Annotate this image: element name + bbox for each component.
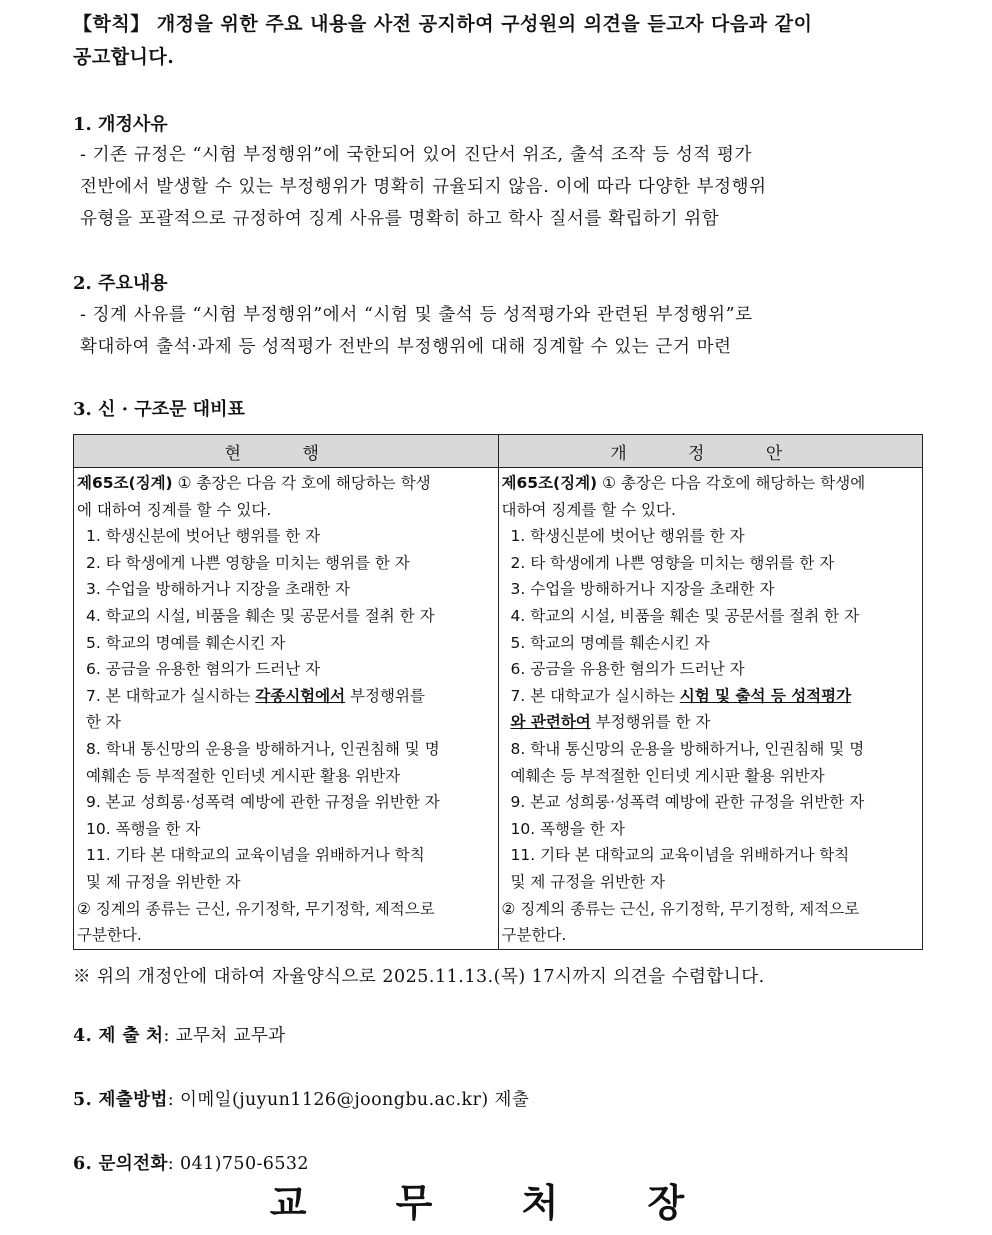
current-clause-2: ② 징계의 종류는 근신, 유기정학, 무기정학, 제적으로	[77, 899, 435, 918]
intro-line-1: 【학칙】 개정을 위한 주요 내용을 사전 공지하여 구성원의 의견을 듣고자 다음과 같이	[73, 13, 813, 35]
comparison-table	[73, 434, 923, 950]
current-item: 3. 수업을 방해하거나 지장을 초래한 자	[86, 580, 351, 599]
current-item: 2. 타 학생에게 나쁜 영향을 미치는 행위를 한 자	[86, 553, 410, 572]
section-2-title: 2. 주요내용	[73, 273, 168, 294]
revised-article-title: 제65조(징계)	[501, 474, 598, 492]
announcement-intro	[73, 8, 923, 74]
current-clause-2-cont: 구분한다.	[77, 926, 142, 945]
revised-item-cont: 예훼손 등 부적절한 인터넷 게시판 활용 위반자	[510, 766, 825, 785]
revised-item-7-cont: 와 관련하여 부정행위를 한 자	[510, 713, 711, 732]
current-item: 10. 폭행을 한 자	[86, 819, 201, 838]
revised-underlined-text-cont: 와 관련하여	[510, 713, 591, 732]
current-item-7-cont: 한 자	[86, 713, 121, 732]
section-2-line: 확대하여 출석·과제 등 성적평가 전반의 부정행위에 대해 징계할 수 있는 근거 마련	[80, 337, 732, 357]
current-item: 11. 기타 본 대학교의 교육이념을 위배하거나 학칙	[86, 846, 425, 865]
revised-item: 4. 학교의 시설, 비품을 훼손 및 공문서를 절취 한 자	[510, 606, 860, 625]
revised-item: 11. 기타 본 대학교의 교육이념을 위배하거나 학칙	[510, 846, 850, 865]
inquiry-phone	[73, 1149, 309, 1179]
revised-item: 5. 학교의 명예를 훼손시킨 자	[510, 633, 710, 652]
section-1-body	[80, 139, 925, 235]
current-item: 6. 공금을 유용한 혐의가 드러난 자	[86, 660, 321, 679]
submission-destination-label: 4. 제 출 처	[73, 1026, 164, 1046]
revised-item: 9. 본교 성희롱·성폭력 예방에 관한 규정을 위반한 자	[510, 793, 865, 812]
revised-item: 10. 폭행을 한 자	[510, 819, 625, 838]
opinion-notice: ※ 위의 개정안에 대하여 자율양식으로 2025.11.13.(목) 17시까지 의견을 수렴합니다.	[73, 967, 765, 987]
revised-clause-2-cont: 구분한다.	[501, 926, 567, 945]
section-2-line: - 징계 사유를 “시험 부정행위”에서 “시험 및 출석 등 성적평가와 관련된 부정행위”로	[80, 305, 753, 325]
header-current: 현 행	[74, 435, 499, 468]
current-item: 4. 학교의 시설, 비품을 훼손 및 공문서를 절취 한 자	[86, 606, 435, 625]
revised-item: 6. 공금을 유용한 혐의가 드러난 자	[510, 660, 745, 679]
section-1-line: 유형을 포괄적으로 규정하여 징계 사유를 명확히 하고 학사 질서를 확립하기 위함	[80, 209, 720, 229]
revised-provision-cell	[498, 468, 923, 950]
revised-clause-1: 제65조(징계) ① 총장은 다음 각호에 해당하는 학생에	[501, 474, 866, 492]
revised-clause-2: ② 징계의 종류는 근신, 유기정학, 무기정학, 제적으로	[501, 899, 860, 918]
section-1-line: - 기존 규정은 “시험 부정행위”에 국한되어 있어 진단서 위조, 출석 조작 등 성적 평가	[80, 145, 753, 165]
current-item: 9. 본교 성희롱·성폭력 예방에 관한 규정을 위반한 자	[86, 793, 440, 812]
header-revised: 개 정 안	[498, 435, 923, 468]
current-item-cont: 예훼손 등 부적절한 인터넷 게시판 활용 위반자	[86, 766, 401, 785]
revised-item: 2. 타 학생에게 나쁜 영향을 미치는 행위를 한 자	[510, 553, 835, 572]
section-1-line: 전반에서 발생할 수 있는 부정행위가 명확히 규율되지 않음. 이에 따라 다양한 부정행위	[80, 177, 767, 197]
current-underlined-text: 각종시험에서	[255, 686, 346, 705]
submission-destination-value: : 교무처 교무과	[163, 1026, 286, 1046]
email-address[interactable]: juyun1126@joongbu.ac.kr	[239, 1090, 482, 1110]
revised-item: 8. 학내 통신망의 운용을 방해하거나, 인권침해 및 명	[510, 739, 865, 758]
submission-destination	[73, 1021, 286, 1051]
submission-method-label: 5. 제출방법	[73, 1090, 168, 1110]
revised-item: 3. 수업을 방해하거나 지장을 초래한 자	[510, 580, 775, 599]
current-article-title: 제65조(징계)	[77, 474, 173, 492]
submission-method: 5. 제출방법: 이메일(juyun1126@joongbu.ac.kr) 제출	[73, 1090, 530, 1110]
revised-item-cont: 및 제 규정을 위반한 자	[510, 872, 665, 891]
inquiry-phone-label: 6. 문의전화	[73, 1154, 168, 1174]
current-provision-cell	[74, 468, 499, 950]
signature-issuer: 교 무 처 장	[269, 1180, 723, 1225]
revised-item-7: 7. 본 대학교가 실시하는 시험 및 출석 등 성적평가	[510, 686, 852, 705]
current-item-cont: 및 제 규정을 위반한 자	[86, 872, 241, 891]
revised-underlined-text: 시험 및 출석 등 성적평가	[679, 686, 852, 705]
section-2-body	[80, 299, 925, 363]
current-item: 5. 학교의 명예를 훼손시킨 자	[86, 633, 286, 652]
section-3-title: 3. 신 · 구조문 대비표	[73, 399, 245, 420]
current-clause-1: 제65조(징계) ① 총장은 다음 각 호에 해당하는 학생	[77, 474, 431, 492]
section-1-title: 1. 개정사유	[73, 114, 168, 135]
inquiry-phone-value: : 041)750-6532	[167, 1154, 309, 1174]
current-item-7: 7. 본 대학교가 실시하는 각종시험에서 부정행위를	[86, 686, 425, 705]
table-header-row	[74, 435, 923, 468]
current-item: 8. 학내 통신망의 운용을 방해하거나, 인권침해 및 명	[86, 739, 440, 758]
revised-item: 1. 학생신분에 벗어난 행위를 한 자	[510, 527, 745, 546]
revised-clause-1-cont: 대하여 징계를 할 수 있다.	[501, 500, 676, 519]
table-row	[74, 468, 923, 950]
intro-line-2: 공고합니다.	[73, 46, 175, 68]
current-item: 1. 학생신분에 벗어난 행위를 한 자	[86, 527, 321, 546]
current-clause-1-cont: 에 대하여 징계를 할 수 있다.	[77, 500, 272, 519]
